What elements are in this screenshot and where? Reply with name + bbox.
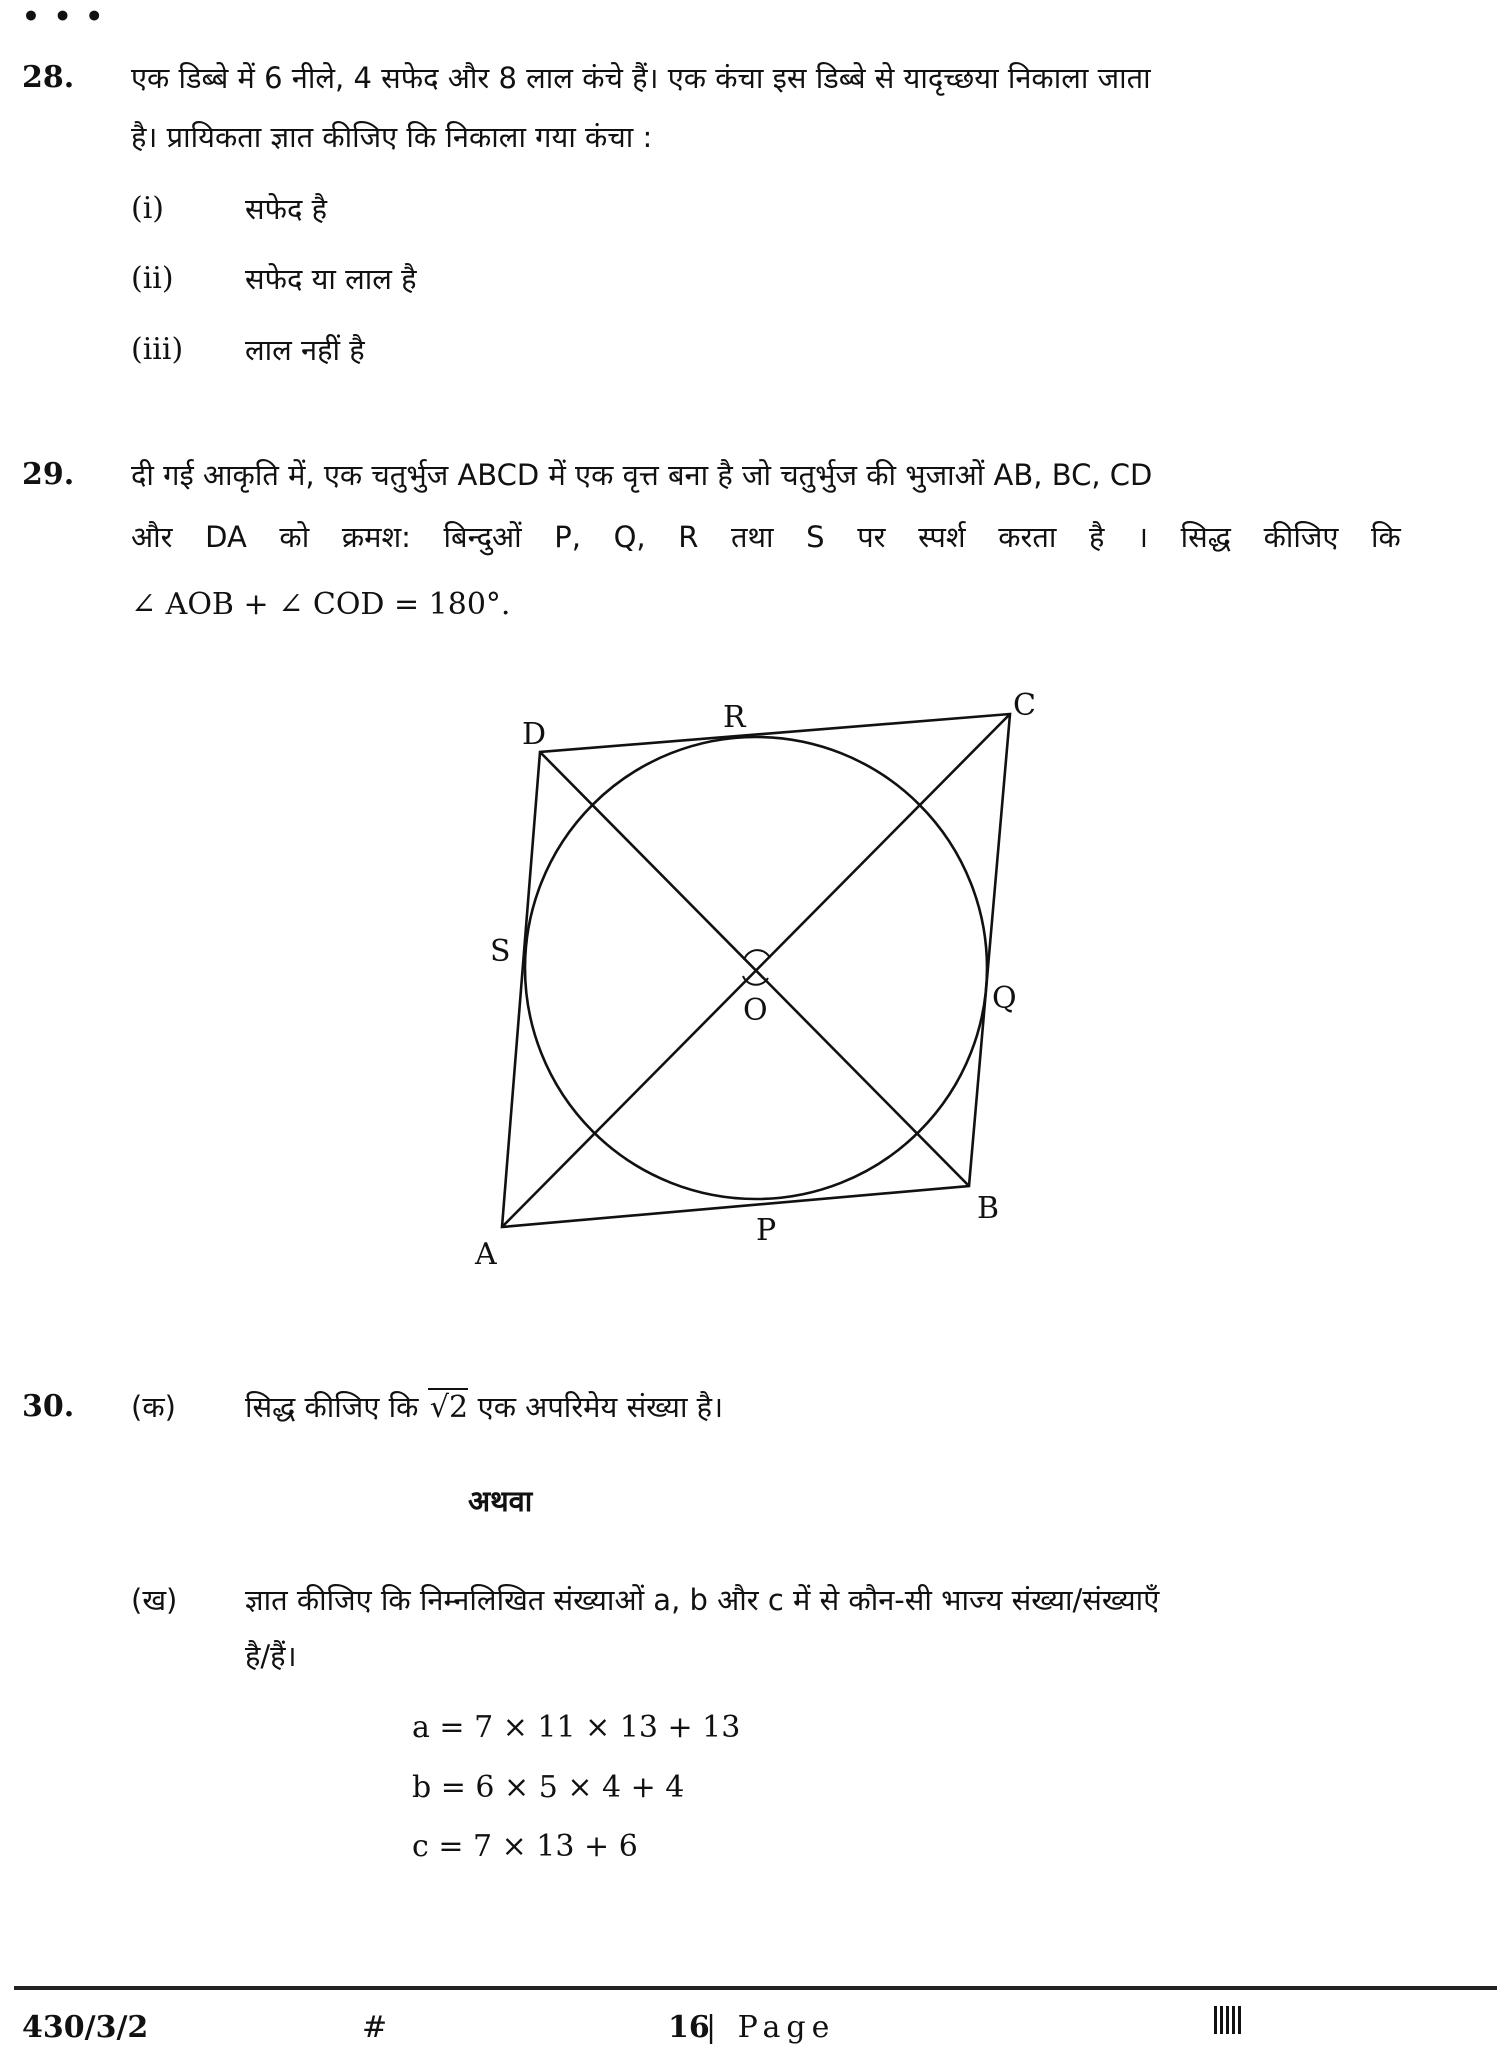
q30-a-text-after: एक अपरिमेय संख्या है। (477, 1390, 724, 1424)
label-s: S (490, 934, 511, 969)
q28-part-text: सफेद है (245, 192, 327, 226)
q29-line2-word: और (131, 520, 173, 554)
q29-line2-word: कीजिए (1263, 520, 1339, 554)
paper-code: 430/3/2 (22, 2010, 149, 2045)
q29-line2-word: है (1089, 520, 1105, 554)
label-r: R (723, 700, 746, 735)
q29-line2-word: को (279, 520, 310, 554)
question-number-29: 29. (22, 457, 75, 492)
menu-dots[interactable]: • • • (22, 0, 106, 33)
equation-c: c = 7 × 13 + 6 (412, 1829, 638, 1864)
q29-line2-word: तथा (730, 520, 774, 554)
q28-part-label: (ii) (131, 261, 174, 296)
q28-part-text: सफेद या लाल है (245, 262, 417, 296)
label-a: A (475, 1237, 497, 1272)
q29-line1: दी गई आकृति में, एक चतुर्भुज ABCD में एक वृत्त बना है जो चतुर्भुज की भुजाओं AB, BC, CD (131, 458, 1153, 492)
q30-part-a-label: (क) (131, 1390, 176, 1424)
q30-a-text-before: सिद्ध कीजिए कि (245, 1390, 419, 1424)
q30-part-a-text (245, 1389, 723, 1426)
q28-line1: एक डिब्बे में 6 नीले, 4 सफेद और 8 लाल कंचे हैं। एक कंचा इस डिब्बे से यादृच्छया निकाला जाता (131, 61, 1151, 95)
or-separator: अथवा (468, 1484, 533, 1518)
label-d: D (522, 717, 547, 752)
q29-line2-word: पर (857, 520, 886, 554)
q29-line2-word: । (1137, 520, 1149, 554)
q28-part-label: (iii) (131, 332, 184, 367)
q30-b-line1: ज्ञात कीजिए कि निम्नलिखित संख्याओं a, b और c में से कौन-सी भाज्य संख्या/संख्याएँ (245, 1583, 1160, 1617)
q29-line2-word: कि (1371, 520, 1401, 554)
qr-code-icon (1214, 2006, 1244, 2034)
page-number: 16 (668, 2010, 710, 2045)
label-b: B (977, 1191, 1000, 1226)
q29-line2-word: स्पर्श (918, 520, 966, 554)
q29-line2-word: बिन्दुओं (443, 520, 522, 554)
equation-b: b = 6 × 5 × 4 + 4 (412, 1770, 685, 1805)
q29-line3: ∠ AOB + ∠ COD = 180°. (131, 587, 511, 622)
question-number-30: 30. (22, 1389, 75, 1424)
q29-line2-word: सिद्ध (1180, 520, 1231, 554)
q29-line2-word: DA (205, 520, 247, 554)
equation-a: a = 7 × 11 × 13 + 13 (412, 1710, 741, 1745)
q29-line2-word: Q, (613, 520, 646, 554)
diagonal-bd (540, 752, 969, 1186)
page-word: | Page (706, 2010, 836, 2045)
q28-line2: है। प्रायिकता ज्ञात कीजिए कि निकाला गया कंचा : (131, 120, 653, 154)
footer-hash: # (362, 2010, 388, 2045)
question-number-28: 28. (22, 60, 75, 95)
q29-line2-word: करता (998, 520, 1057, 554)
q29-line2-word: क्रमश: (341, 520, 411, 554)
label-q: Q (992, 981, 1017, 1016)
q30-b-line2: है/हैं। (245, 1639, 297, 1673)
sqrt-2: √2 (429, 1390, 469, 1425)
label-p: P (756, 1213, 777, 1248)
q29-line2-word: R (678, 520, 699, 554)
label-o: O (743, 993, 768, 1028)
label-c: C (1013, 688, 1036, 723)
q30-part-b-label: (ख) (131, 1583, 178, 1617)
q28-part-label: (i) (131, 191, 165, 226)
q29-line2-word: P, (554, 520, 581, 554)
footer-rule (14, 1986, 1497, 1990)
q28-part-text: लाल नहीं है (245, 333, 365, 367)
q29-line2-word: S (806, 520, 825, 554)
